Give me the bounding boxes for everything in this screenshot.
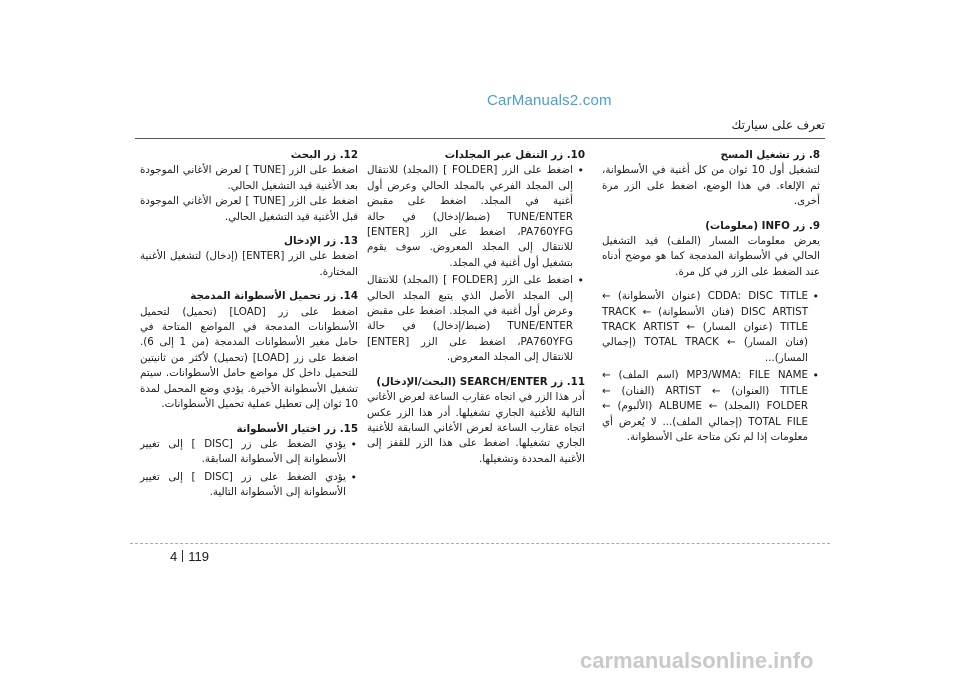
page-number	[170, 549, 209, 564]
page-number-value: 119	[188, 549, 209, 564]
info-mode-list	[602, 289, 820, 445]
list-item: • اضغط على الزر [FOLDER ] (المجلد) للانتقال إلى المجلد الأصل الذي يتبع المجلد الحالي وعرض أول أغنية في المجلد. اضغط على مقبض TUNE/ENTER (ضبط/إدخال) في حالة PA760YFG، اضغط على الزر [ENTER] للانتقال إلى المجلد المعروض.	[367, 273, 573, 365]
section-title: 10. زر التنقل عبر المجلدات	[444, 149, 585, 161]
section-disc-select	[140, 422, 358, 501]
section-enter	[140, 234, 358, 280]
section-title: 15. زر اختيار الأسطوانة	[236, 422, 358, 435]
list-item: • اضغط على الزر [FOLDER ] (المجلد) للانتقال إلى المجلد الفرعي بالمجلد الحالي وعرض أول أغنية في المجلد. اضغط على مقبض TUNE/ENTER (ضبط/إدخال) في حالة PA760YFG، اضغط على الزر [ENTER] للانتقال إلى المجلد المعروض. سوف يقوم بتشغيل أول أغنية في المجلد.	[367, 163, 573, 271]
section-title: 9. زر INFO (معلومات)	[705, 219, 820, 232]
section-title: 14. زر تحميل الأسطوانة المدمجة	[190, 290, 358, 303]
section-number: 4	[170, 549, 178, 564]
watermark-top: CarManuals2.com	[487, 92, 612, 109]
section-title: 13. زر الإدخال	[284, 235, 358, 248]
list-item: • CDDA: DISC TITLE (عنوان الأسطوانة) ← DISC ARTIST (فنان الأسطوانة) ← TRACK TITLE (عنوان المسار) ← TRACK ARTIST (فنان المسار) ← TOTAL TRACK (إجمالي المسار)...	[602, 289, 808, 366]
section-text: اضغط على الزر [TUNE ] لعرض الأغاني الموجودة قبل الأغنية قيد التشغيل الحالي.	[140, 195, 358, 223]
header-divider	[135, 138, 825, 139]
list-item: • يؤدي الضغط على زر [DISC ] إلى تغيير الأسطوانة إلى الأسطوانة التالية.	[140, 470, 346, 501]
footer-divider	[130, 543, 830, 544]
column-middle	[367, 148, 585, 476]
section-text: اضغط على الزر [TUNE ] لعرض الأغاني الموجودة بعد الأغنية قيد التشغيل الحالي.	[140, 164, 358, 192]
column-left	[140, 148, 358, 510]
list-item: • يؤدي الضغط على زر [DISC ] إلى تغيير الأسطوانة إلى الأسطوانة السابقة.	[140, 437, 346, 468]
section-text: اضغط على الزر [ENTER] (إدخال) لتشغيل الأغنية المختارة.	[140, 250, 358, 278]
section-load	[140, 289, 358, 412]
page-header-title: تعرف على سيارتك	[731, 118, 825, 132]
section-text: أدر هذا الزر في اتجاه عقارب الساعة لعرض الأغاني التالية للأغنية الجاري تشغيلها. أدر هذا الزر عكس اتجاه عقارب الساعة لعرض الأغاني السابقة للأغنية الجاري تشغيلها. اضغط على هذا الزر للقفز إلى الأغنية المحددة وتشغيلها.	[367, 391, 585, 465]
folder-list	[367, 163, 585, 365]
section-text: اضغط على زر [LOAD] (تحميل) لتحميل الأسطوانات المدمجة في المواضع المتاحة في حامل مغير الأسطوانات المدمجة (من 1 إلى 6). اضغط على زر [LOAD] (تحميل) لأكثر من ثانيتين للتحميل داخل كل مواضع حامل الأسطوانات. سيتم تشغيل الأسطوانة الأخيرة. يؤدي وضع المحمل لمدة 10 ثوان إلى تعطيل عملية تحميل الأسطوانات.	[140, 305, 359, 411]
column-right	[602, 148, 820, 447]
watermark-bottom: carmanualsonline.info	[580, 648, 814, 673]
section-title: 11. زر SEARCH/ENTER (البحث/الإدخال)	[376, 375, 585, 388]
page-separator	[182, 550, 183, 562]
section-search-enter	[367, 375, 585, 467]
disc-select-list	[140, 437, 358, 501]
section-search	[140, 148, 358, 225]
list-item: • MP3/WMA: FILE NAME (اسم الملف) ← TITLE (العنوان) ← ARTIST (الفنان) ← FOLDER (المجلد) ← ALBUME (الألبوم) ← TOTAL FILE (إجمالي الملف)... لا يُعرض أي معلومات إذا لم تكن متاحة على الأسطوانة.	[602, 368, 808, 445]
section-folder	[367, 148, 585, 366]
section-title: 12. زر البحث	[290, 149, 358, 161]
section-info	[602, 219, 820, 281]
section-scan	[602, 148, 820, 210]
section-title: 8. زر تشغيل المسح	[720, 149, 820, 161]
section-text: لتشغيل أول 10 ثوان من كل أغنية في الأسطوانة، ثم الإلغاء. في هذا الوضع، اضغط على الزر مرة أخرى.	[602, 164, 821, 208]
section-text: يعرض معلومات المسار (الملف) قيد التشغيل الحالي في الأسطوانة المدمجة كما هو موضح أدناه عند الضغط على الزر في كل مرة.	[602, 235, 820, 278]
